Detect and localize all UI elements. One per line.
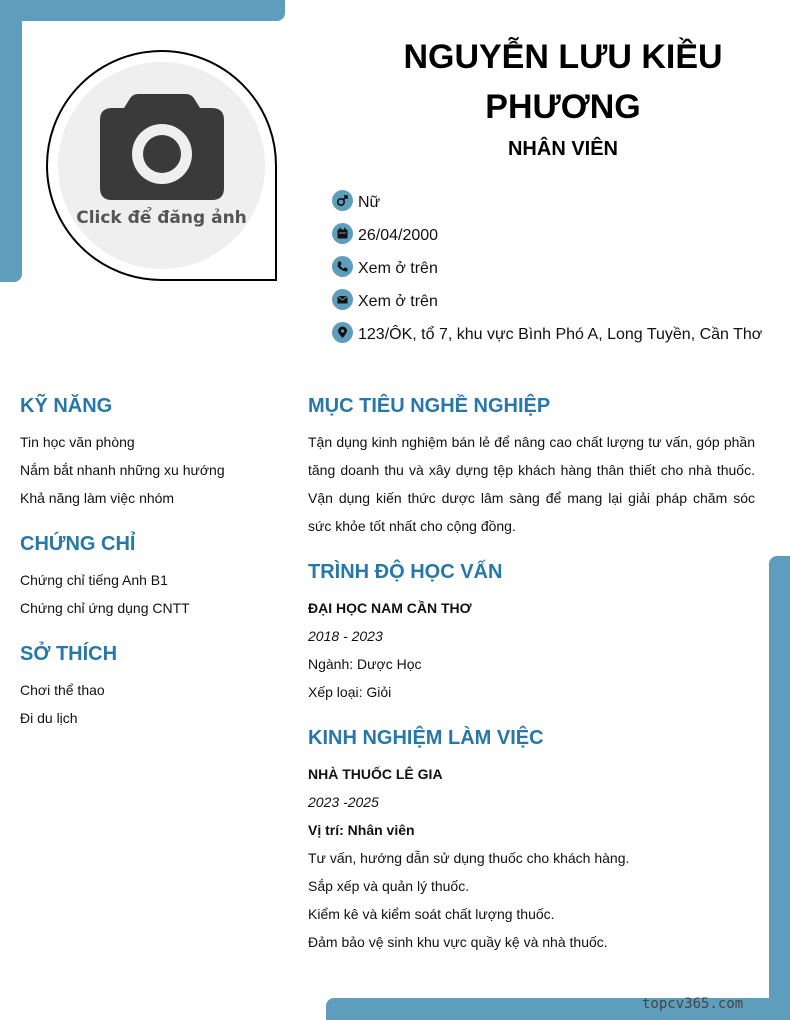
hobbies-section (20, 640, 280, 732)
email-icon (332, 289, 353, 310)
duty-item: Sắp xếp và quản lý thuốc. (308, 878, 470, 894)
contact-list (332, 190, 762, 355)
company-name: NHÀ THUỐC LÊ GIA (308, 766, 443, 782)
gender-icon (332, 190, 353, 211)
certificate-item: Chứng chỉ ứng dụng CNTT (20, 600, 190, 616)
section-title: CHỨNG CHỈ (20, 533, 136, 555)
photo-upload[interactable] (46, 50, 277, 281)
experience-position: Vị trí: Nhân viên (308, 822, 415, 838)
duty-item: Tư vấn, hướng dẫn sử dụng thuốc cho khách hàng. (308, 850, 630, 866)
objective-section (308, 392, 755, 540)
certificate-item: Chứng chỉ tiếng Anh B1 (20, 572, 168, 588)
decor-bar-right (769, 556, 790, 1020)
hobby-item: Chơi thể thao (20, 682, 105, 698)
experience-period: 2023 -2025 (308, 794, 379, 810)
camera-icon (100, 94, 224, 200)
skill-item: Tin học văn phòng (20, 434, 135, 450)
contact-address (332, 322, 762, 355)
duty-item: Đảm bảo vệ sinh khu vực quầy kệ và nhà thuốc. (308, 934, 608, 950)
name-line-2: PHƯƠNG (485, 88, 641, 126)
contact-gender (332, 190, 762, 223)
calendar-icon (332, 223, 353, 244)
job-role: NHÂN VIÊN (507, 138, 618, 160)
skills-section (20, 392, 280, 512)
experience-section (308, 724, 755, 956)
certificates-section (20, 530, 280, 622)
photo-caption[interactable]: Click để đăng ảnh (76, 208, 247, 228)
photo-placeholder[interactable] (58, 62, 265, 269)
name-line-1: NGUYỄN LƯU KIỀU (403, 38, 723, 76)
education-grade: Xếp loại: Giỏi (308, 684, 392, 700)
candidate-name (395, 32, 731, 132)
contact-birthday (332, 223, 762, 256)
contact-text: Xem ở trên (358, 293, 438, 310)
section-title: TRÌNH ĐỘ HỌC VẤN (308, 561, 503, 583)
education-section (308, 558, 755, 706)
education-major: Ngành: Dược Học (308, 656, 422, 672)
contact-text: 123/ÔK, tổ 7, khu vực Bình Phó A, Long Tuyền, Cần Thơ (358, 326, 763, 343)
duty-item: Kiểm kê và kiểm soát chất lượng thuốc. (308, 906, 555, 922)
phone-icon (332, 256, 353, 277)
location-icon (332, 322, 353, 343)
contact-text: 26/04/2000 (358, 227, 439, 244)
skill-item: Nắm bắt nhanh những xu hướng (20, 462, 225, 478)
section-title: KINH NGHIỆM LÀM VIỆC (308, 727, 544, 749)
education-period: 2018 - 2023 (308, 628, 383, 644)
contact-text: Nữ (358, 194, 381, 211)
objective-text: Tận dụng kinh nghiệm bán lẻ để nâng cao chất lượng tư vấn, góp phần tăng doanh thu và xây dựng tệp khách hàng thân thiết cho nhà thuốc. Vận dụng kiến thức dược lâm sàng để mang lại giải pháp chăm sóc sức khỏe tốt nhất cho cộng đồng. (308, 434, 755, 534)
left-column (20, 392, 280, 750)
section-title: KỸ NĂNG (20, 395, 113, 417)
section-title: MỤC TIÊU NGHỀ NGHIỆP (308, 395, 551, 417)
watermark: topcv365.com (642, 996, 744, 1012)
decor-bar-left (0, 0, 22, 282)
school-name: ĐẠI HỌC NAM CẦN THƠ (308, 600, 472, 616)
contact-text: Xem ở trên (358, 260, 438, 277)
skill-item: Khả năng làm việc nhóm (20, 490, 175, 506)
contact-email (332, 289, 762, 322)
section-title: SỞ THÍCH (20, 643, 118, 665)
hobby-item: Đi du lịch (20, 710, 78, 726)
right-column (308, 392, 755, 974)
decor-bar-top (0, 0, 285, 21)
contact-phone (332, 256, 762, 289)
